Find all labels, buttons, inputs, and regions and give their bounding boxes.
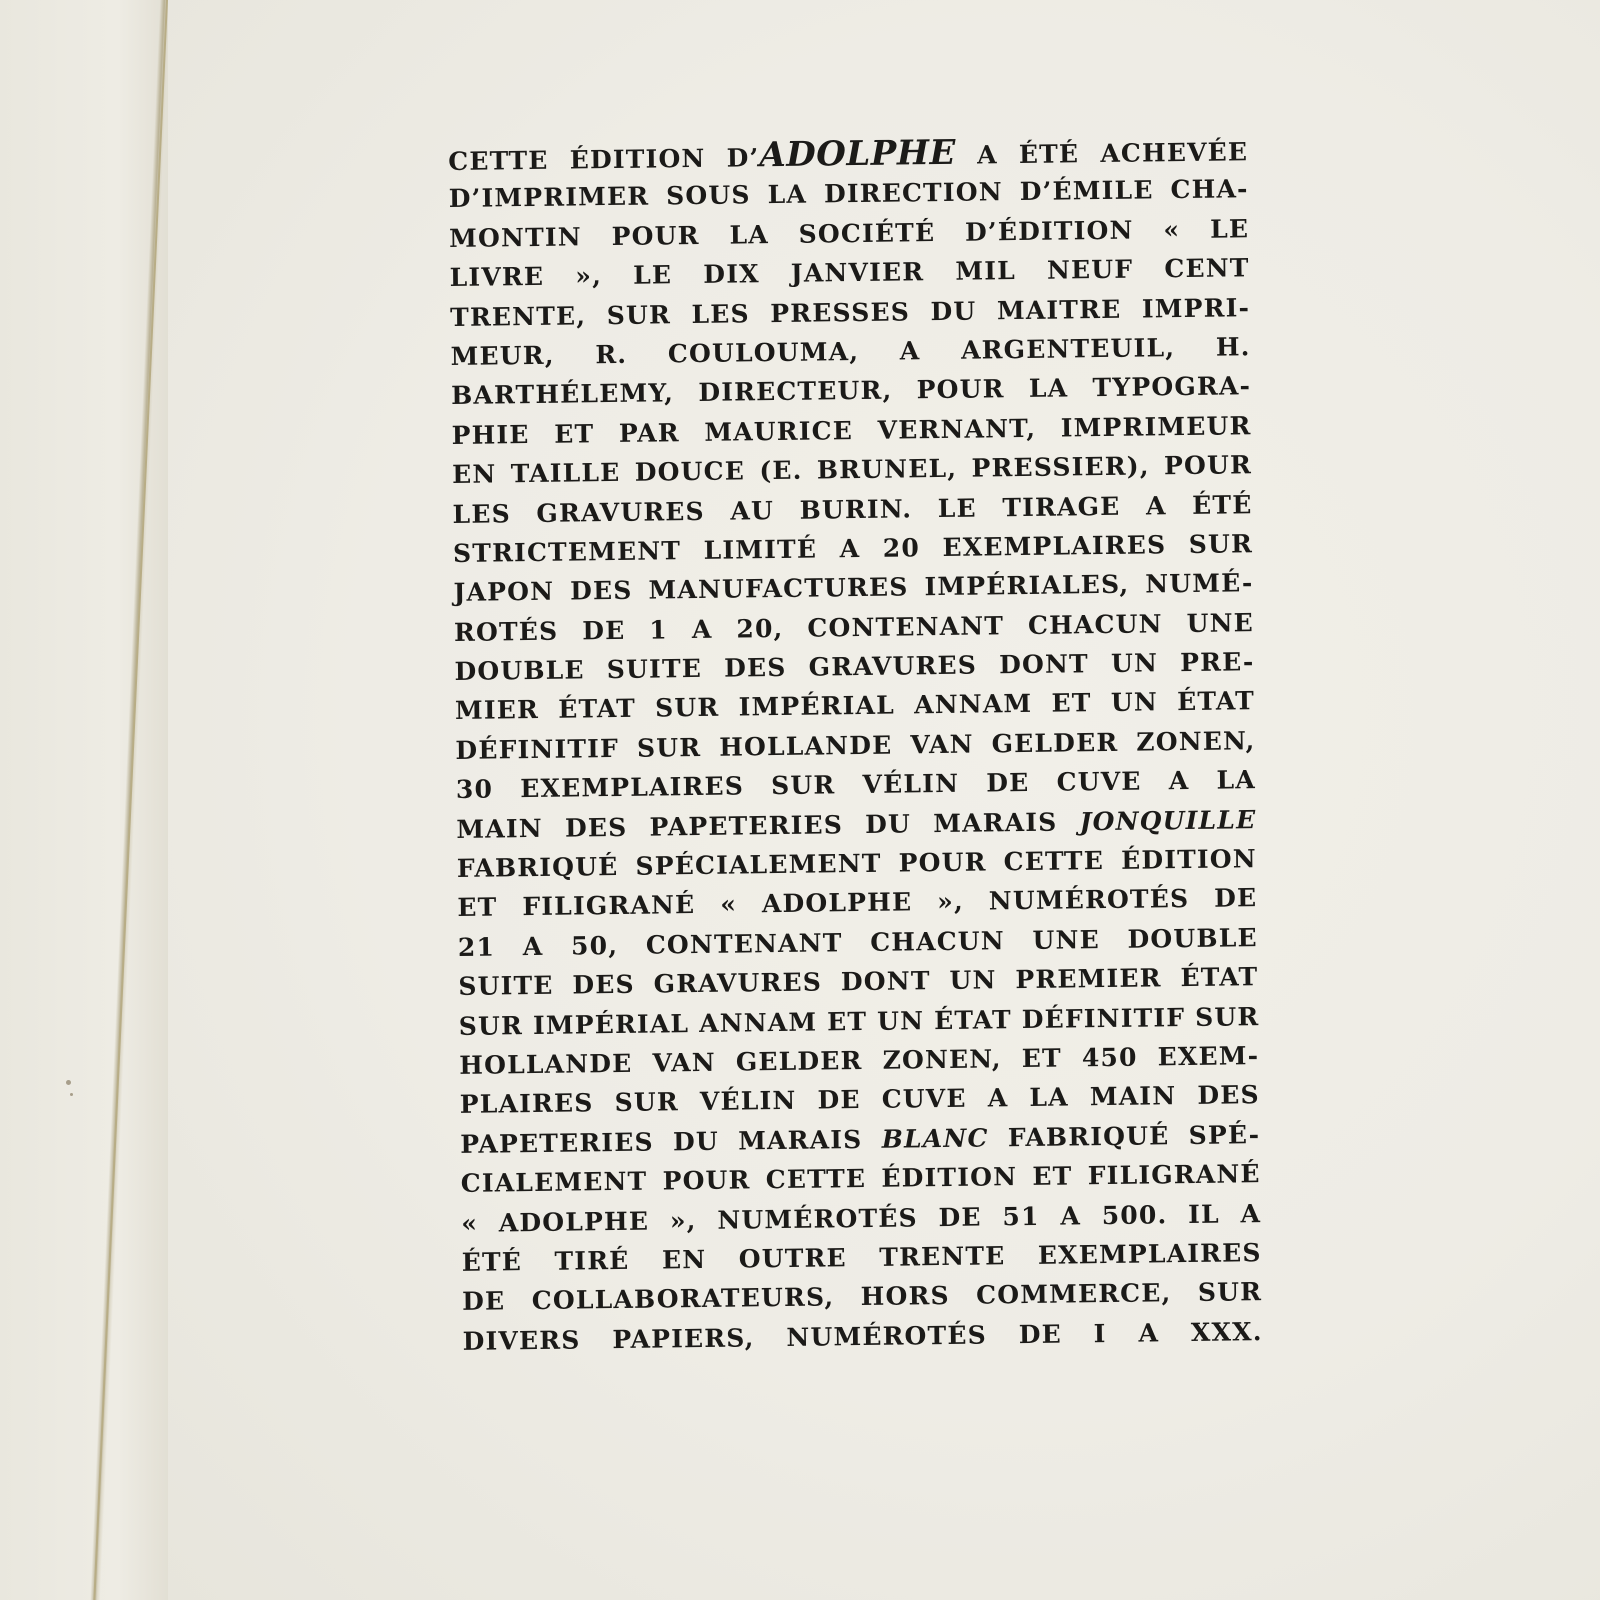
text-run: CIALEMENT POUR CETTE ÉDITION ET FILIGRANÉ <box>460 1159 1261 1199</box>
left-page <box>0 0 168 1600</box>
text-run: HOLLANDE VAN GELDER ZONEN, ET 450 EXEM- <box>459 1041 1260 1080</box>
text-run: SUR IMPÉRIAL ANNAM ET UN ÉTAT DÉFINITIF SUR <box>458 1001 1260 1041</box>
text-run: MIER ÉTAT SUR IMPÉRIAL ANNAM ET UN ÉTAT <box>454 686 1256 726</box>
text-run: MAIN DES PAPETERIES DU MARAIS <box>456 806 1080 844</box>
text-run: TRENTE, SUR LES PRESSES DU MAITRE IMPRI- <box>449 292 1251 332</box>
text-run: FABRIQUÉ SPÉCIALEMENT POUR CETTE ÉDITION <box>456 844 1258 883</box>
text-run: A ÉTÉ ACHEVÉE <box>955 137 1249 170</box>
text-run: DÉFINITIF SUR HOLLANDE VAN GELDER ZONEN, <box>455 726 1256 765</box>
italic-title: ADOLPHE <box>759 132 957 176</box>
colophon-text <box>448 130 1263 1361</box>
text-run: D’IMPRIMER SOUS LA DIRECTION D’ÉMILE CHA- <box>448 174 1249 214</box>
text-run: LES GRAVURES AU BURIN. LE TIRAGE A ÉTÉ <box>452 489 1253 529</box>
text-run: DOUBLE SUITE DES GRAVURES DONT UN PRE- <box>454 647 1255 687</box>
text-run: ÉTÉ TIRÉ EN OUTRE TRENTE EXEMPLAIRES <box>461 1238 1262 1277</box>
text-run: PHIE ET PAR MAURICE VERNANT, IMPRIMEUR <box>451 410 1252 450</box>
text-run: BARTHÉLEMY, DIRECTEUR, POUR LA TYPOGRA- <box>450 371 1252 411</box>
text-run: DE COLLABORATEURS, HORS COMMERCE, SUR <box>462 1277 1263 1317</box>
text-run: FABRIQUÉ SPÉ- <box>988 1119 1261 1153</box>
text-run: JAPON DES MANUFACTURES IMPÉRIALES, NUMÉ- <box>453 568 1254 608</box>
text-run: STRICTEMENT LIMITÉ A 20 EXEMPLAIRES SUR <box>452 529 1254 568</box>
text-run: ROTÉS DE 1 A 20, CONTENANT CHACUN UNE <box>453 607 1255 647</box>
foxing-spot <box>70 1093 73 1096</box>
italic-title: JONQUILLE <box>1079 804 1257 836</box>
text-run: DIVERS PAPIERS, NUMÉROTÉS DE I A XXX. <box>462 1316 1263 1356</box>
text-run: « ADOLPHE », NUMÉROTÉS DE 51 A 500. IL A <box>461 1198 1262 1238</box>
text-run: EN TAILLE DOUCE (E. BRUNEL, PRESSIER), POUR <box>451 450 1253 490</box>
text-run: ET FILIGRANÉ « ADOLPHE », NUMÉROTÉS DE <box>457 883 1258 923</box>
text-run: CETTE ÉDITION D’ <box>448 143 760 176</box>
text-run: LIVRE », LE DIX JANVIER MIL NEUF CENT <box>449 253 1250 293</box>
italic-title: BLANC <box>881 1123 989 1154</box>
text-run: 30 EXEMPLAIRES SUR VÉLIN DE CUVE A LA <box>455 765 1257 805</box>
text-run: MEUR, R. COULOUMA, A ARGENTEUIL, H. <box>450 332 1251 371</box>
text-run: MONTIN POUR LA SOCIÉTÉ D’ÉDITION « LE <box>449 214 1250 253</box>
foxing-spot <box>66 1080 71 1085</box>
text-run: SUITE DES GRAVURES DONT UN PREMIER ÉTAT <box>458 962 1259 1002</box>
text-run: PAPETERIES DU MARAIS <box>460 1124 882 1159</box>
text-run: 21 A 50, CONTENANT CHACUN UNE DOUBLE <box>457 922 1258 962</box>
text-run: PLAIRES SUR VÉLIN DE CUVE A LA MAIN DES <box>459 1080 1260 1120</box>
